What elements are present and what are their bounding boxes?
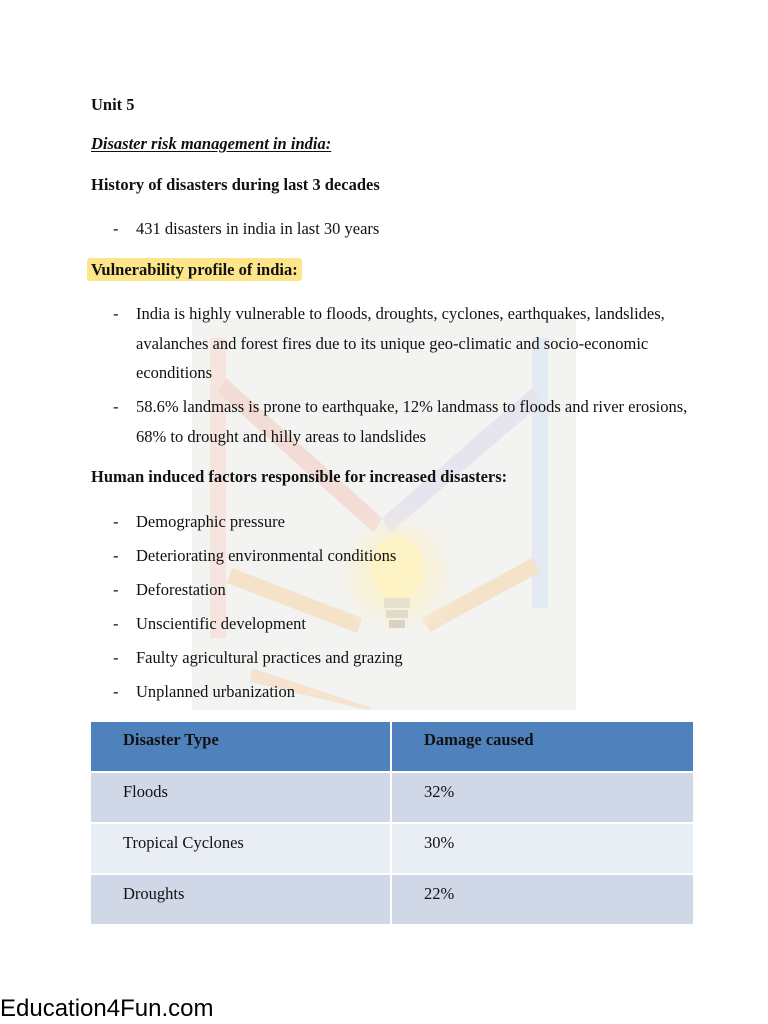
list-item: Unplanned urbanization xyxy=(136,682,295,701)
list-item: Unscientific development xyxy=(136,614,306,633)
list-item: Deforestation xyxy=(136,580,226,599)
list-item: India is highly vulnerable to floods, droughts, cyclones, earthquakes, landslides, avalanches and forest fires due to its unique geo-climatic and socio-economic econditions xyxy=(136,304,665,382)
bullet-marker: - xyxy=(113,614,119,633)
bullet-marker: - xyxy=(113,397,119,416)
damage-cell: 30% xyxy=(391,823,693,874)
table-row xyxy=(91,772,693,823)
table-row xyxy=(91,874,693,925)
bullet-marker: - xyxy=(113,219,119,238)
damage-cell: 22% xyxy=(391,874,693,925)
footer-site-name: Education4Fun.com xyxy=(0,995,214,1022)
bullet-marker: - xyxy=(113,512,119,531)
header-damage-caused: Damage caused xyxy=(391,722,693,772)
disaster-type-cell: Floods xyxy=(91,772,391,823)
bullet-marker: - xyxy=(113,580,119,599)
header-disaster-type: Disaster Type xyxy=(91,722,391,772)
vulnerability-heading xyxy=(91,260,302,280)
history-heading: History of disasters during last 3 decades xyxy=(91,175,380,194)
table-row xyxy=(91,823,693,874)
bullet-marker: - xyxy=(113,648,119,667)
human-factors-heading: Human induced factors responsible for increased disasters: xyxy=(91,467,508,486)
damage-cell: 32% xyxy=(391,772,693,823)
disaster-damage-table xyxy=(91,722,693,926)
table-header-row xyxy=(91,722,693,772)
disaster-type-cell: Tropical Cyclones xyxy=(91,823,391,874)
bullet-marker: - xyxy=(113,304,119,323)
highlighted-heading: Vulnerability profile of india: xyxy=(87,258,302,281)
disaster-type-cell: Droughts xyxy=(91,874,391,925)
list-item: Deteriorating environmental conditions xyxy=(136,546,397,565)
list-item: Demographic pressure xyxy=(136,512,285,531)
bullet-marker: - xyxy=(113,682,119,701)
list-item: 431 disasters in india in last 30 years xyxy=(136,219,380,238)
bullet-marker: - xyxy=(113,546,119,565)
list-item: 58.6% landmass is prone to earthquake, 12% landmass to floods and river erosions, 68% to drought and hilly areas to landslides xyxy=(136,397,688,446)
section-title: Disaster risk management in india: xyxy=(91,134,332,153)
list-item: Faulty agricultural practices and grazing xyxy=(136,648,403,667)
unit-title: Unit 5 xyxy=(91,95,135,114)
